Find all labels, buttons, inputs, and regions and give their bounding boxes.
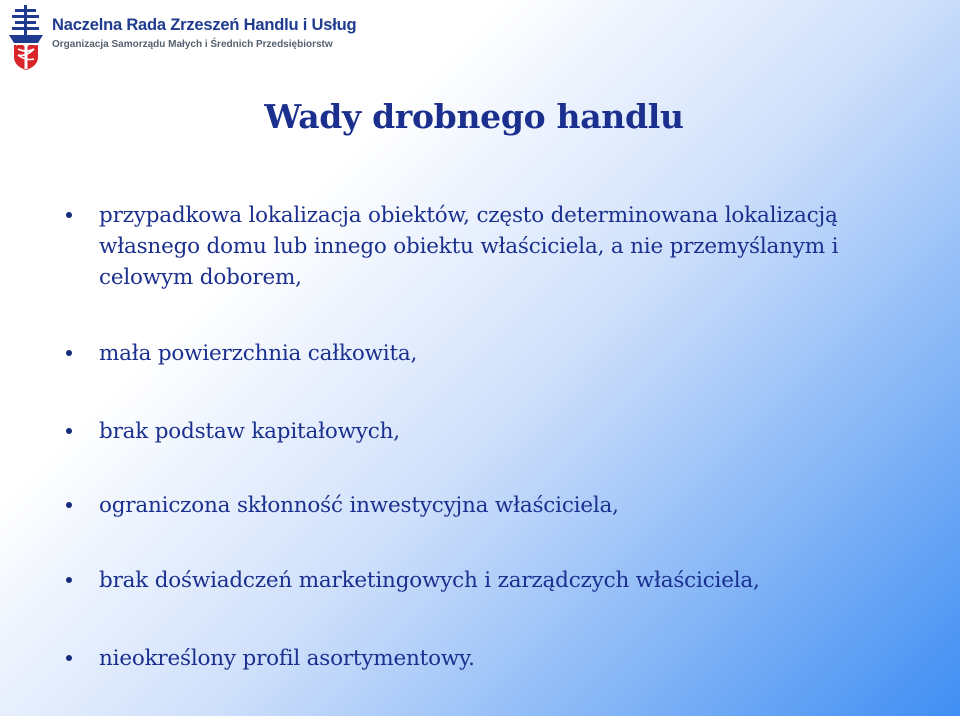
- bullet-text: nieokreślony profil asortymentowy.: [99, 646, 475, 671]
- bullet-text: brak doświadczeń marketingowych i zarządczych właściciela,: [99, 568, 760, 593]
- bullet-dot-icon: [66, 655, 72, 661]
- bullet-text: mała powierzchnia całkowita,: [99, 341, 418, 366]
- logo-subtitle: Organizacja Samorządu Małych i Średnich Przedsiębiorstw: [52, 39, 333, 50]
- bullet-text: przypadkowa lokalizacja obiektów, często determinowana lokalizacją własnego domu lub innego obiektu właściciela, a nie przemyślanym i celowym doborem,: [99, 203, 839, 290]
- slide-title: Wady drobnego handlu: [264, 97, 684, 136]
- bullet-dot-icon: [66, 577, 72, 583]
- bullet-dot-icon: [66, 212, 72, 218]
- bullet-item: [99, 200, 889, 293]
- bullet-item: [99, 565, 889, 596]
- bullet-text: brak podstaw kapitałowych,: [99, 419, 400, 444]
- caduceus-ship-emblem-icon: [6, 3, 46, 71]
- logo-title: Naczelna Rada Zrzeszeń Handlu i Usług: [52, 16, 357, 34]
- bullet-dot-icon: [66, 350, 72, 356]
- bullet-dot-icon: [66, 502, 72, 508]
- bullet-item: [99, 490, 889, 521]
- bullet-item: [99, 338, 889, 369]
- bullet-text: ograniczona skłonność inwestycyjna właściciela,: [99, 493, 619, 518]
- bullet-item: [99, 643, 889, 674]
- bullet-dot-icon: [66, 428, 72, 434]
- bullet-item: [99, 416, 889, 447]
- organization-logo: [0, 0, 357, 74]
